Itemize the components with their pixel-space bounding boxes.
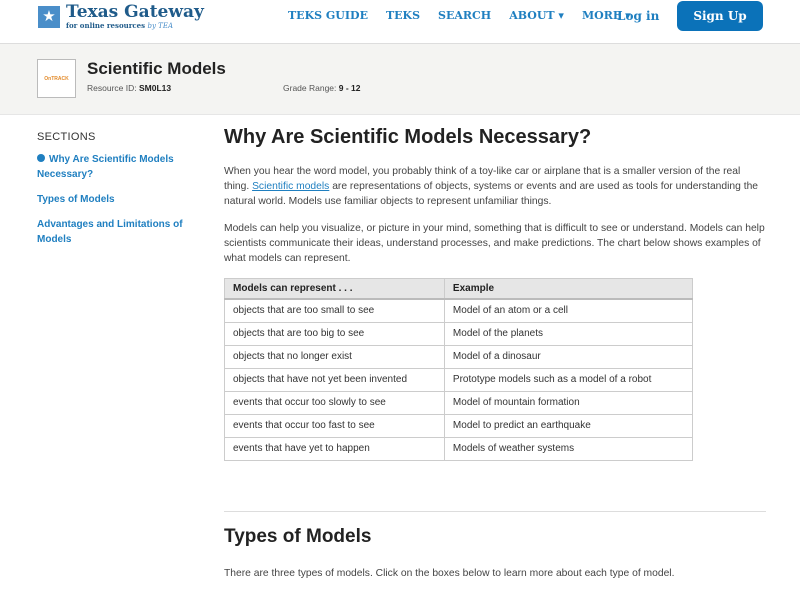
- resource-header: [0, 44, 800, 115]
- active-dot-icon: [37, 154, 45, 162]
- section-link-why[interactable]: Why Are Scientific Models Necessary?: [37, 154, 174, 180]
- texas-gateway-logo[interactable]: [38, 4, 204, 30]
- nav-about[interactable]: ABOUT ▾: [509, 9, 564, 22]
- table-row: [225, 345, 693, 368]
- paragraph: Models can help you visualize, or picture in your mind, something that is difficult to see or understand. Models can help scientists communicate their ideas, understand processes, and make predictions. The chart below shows examples of what models can represent.: [224, 223, 765, 264]
- table-cell: Prototype models such as a model of a robot: [444, 368, 692, 391]
- main-nav: [288, 9, 649, 22]
- sections-sidebar: [37, 131, 207, 257]
- table-cell: events that occur too slowly to see: [225, 391, 445, 414]
- grade-range: Grade Range: 9 - 12: [283, 83, 361, 93]
- table-cell: objects that are too small to see: [225, 299, 445, 322]
- table-row: [225, 322, 693, 345]
- signup-button[interactable]: Sign Up: [677, 1, 763, 31]
- table-cell: Model of the planets: [444, 322, 692, 345]
- section-link-types[interactable]: Types of Models: [37, 194, 115, 205]
- table-cell: objects that no longer exist: [225, 345, 445, 368]
- table-cell: Models of weather systems: [444, 437, 692, 460]
- nav-more[interactable]: MORE ▾: [581, 9, 631, 22]
- section-title-types: Types of Models: [224, 525, 372, 547]
- nav-teks[interactable]: TEKS: [385, 9, 421, 22]
- scientific-models-link[interactable]: Scientific models: [252, 181, 330, 192]
- login-link[interactable]: Log in: [617, 9, 660, 23]
- table-cell: events that occur too fast to see: [225, 414, 445, 437]
- logo-subtitle: for online resources by TEA: [66, 21, 173, 30]
- sections-heading: SECTIONS: [37, 131, 96, 143]
- column-header: Models can represent . . .: [225, 279, 445, 300]
- resource-thumbnail: OnTRACK: [37, 59, 76, 98]
- resource-title: Scientific Models: [87, 59, 226, 78]
- logo-title: Texas Gateway: [66, 2, 204, 22]
- table-cell: Model of an atom or a cell: [444, 299, 692, 322]
- models-table: [224, 278, 693, 461]
- table-row: [225, 391, 693, 414]
- table-row: [225, 414, 693, 437]
- column-header: Example: [444, 279, 692, 300]
- table-cell: Model of a dinosaur: [444, 345, 692, 368]
- site-header: [0, 0, 800, 44]
- table-cell: objects that have not yet been invented: [225, 368, 445, 391]
- table-cell: events that have yet to happen: [225, 437, 445, 460]
- nav-teks-guide[interactable]: TEKS GUIDE: [288, 9, 368, 22]
- paragraph: There are three types of models. Click on the boxes below to learn more about each type of model.: [224, 567, 675, 579]
- table-row: [225, 437, 693, 460]
- nav-search[interactable]: SEARCH: [438, 9, 492, 22]
- table-row: [225, 368, 693, 391]
- table-row: [225, 299, 693, 322]
- table-cell: Model of mountain formation: [444, 391, 692, 414]
- section-link-advantages[interactable]: Advantages and Limitations of Models: [37, 219, 183, 245]
- main-content: [224, 126, 766, 593]
- section-title: Why Are Scientific Models Necessary?: [224, 126, 592, 148]
- star-icon: ★: [38, 6, 60, 28]
- divider: [224, 511, 766, 512]
- table-cell: Model to predict an earthquake: [444, 414, 692, 437]
- resource-id: Resource ID: SM0L13: [87, 83, 172, 93]
- table-cell: objects that are too big to see: [225, 322, 445, 345]
- paragraph: When you hear the word model, you probably think of a toy-like car or airplane that is a smaller version of the real thing. Scientific models are representations of objects, systems or events and are used as tools for understanding the natural world. Models use familiar objects to represent unfamiliar things.: [224, 166, 759, 207]
